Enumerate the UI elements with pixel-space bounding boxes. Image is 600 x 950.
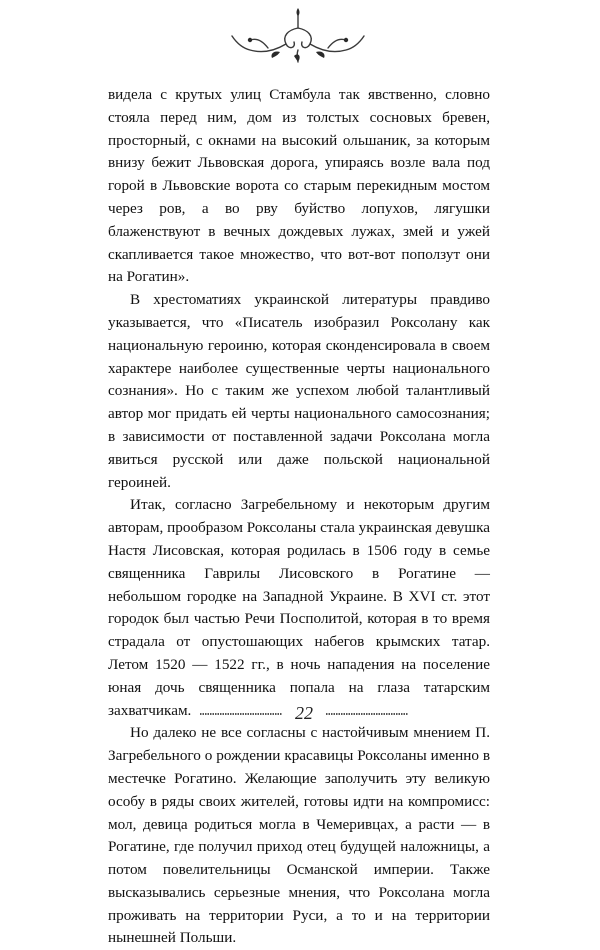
flourish-ornament-icon: [228, 6, 368, 66]
paragraph: В хрестоматиях украинской литературы правдиво указывается, что «Писатель изобразил Роксолану как национальную героиню, которая сконденсировала в своем характере наиболее существенные черты национального сознания». Но с таким же успехом любой талантливый автор мог придать ей черты национального самосознания; в зависимости от поставленной задачи Роксолана могла явиться русской или даже польской национальной героиней.: [108, 291, 490, 491]
body-text: [108, 84, 490, 950]
paragraph: Итак, согласно Загребельному и некоторым другим авторам, прообразом Роксоланы стала украинская девушка Настя Лисовская, которая родилась в 1506 году в семье священника Гаврилы Лисовского в Рогатине — небольшом городке на Западной Украине. В XVI ст. этот городок был частью Речи Посполитой, которая в то время страдала от опустошающих набегов крымских татар. Летом 1520 — 1522 гг., в ночь нападения на поселение юная дочь священника попала на глаза татарским захватчикам.: [108, 496, 490, 719]
paragraph: Но далеко не все согласны с настойчивым мнением П. Загребельного о рождении красавицы Роксоланы именно в местечке Рогатино. Желающие заполучить эту великую особу в ряды своих жителей, готовы идти на компромисс: мол, девица родиться могла в Чемеривцах, а расти — в Рогатине, где получил приход отец будущей наложницы, а потом повелительницы Османской империи. Также высказывались серьезные мнения, что Роксолана могла проживать на территории Руси, а то и на территории нынешней Польши.: [108, 724, 490, 947]
page-footer: [200, 698, 408, 728]
paragraph: видела с крутых улиц Стамбула так явственно, словно стояла перед ним, дом из толстых сосновых бревен, просторный, с окнами на высокий ольшаник, за которым внизу бежит Львовская дорога, упираясь возле вала под горой в Львовские ворота со старым перекидным мостом через ров, а во рву буйство лопухов, лягушки блаженствуют в вечных дождевых лужах, змей и ужей скапливается такое множество, что вот-вот поползут они на Рогатин».: [108, 86, 490, 286]
footer-rule-right-icon: [326, 711, 408, 717]
page-number: 22: [295, 703, 313, 723]
